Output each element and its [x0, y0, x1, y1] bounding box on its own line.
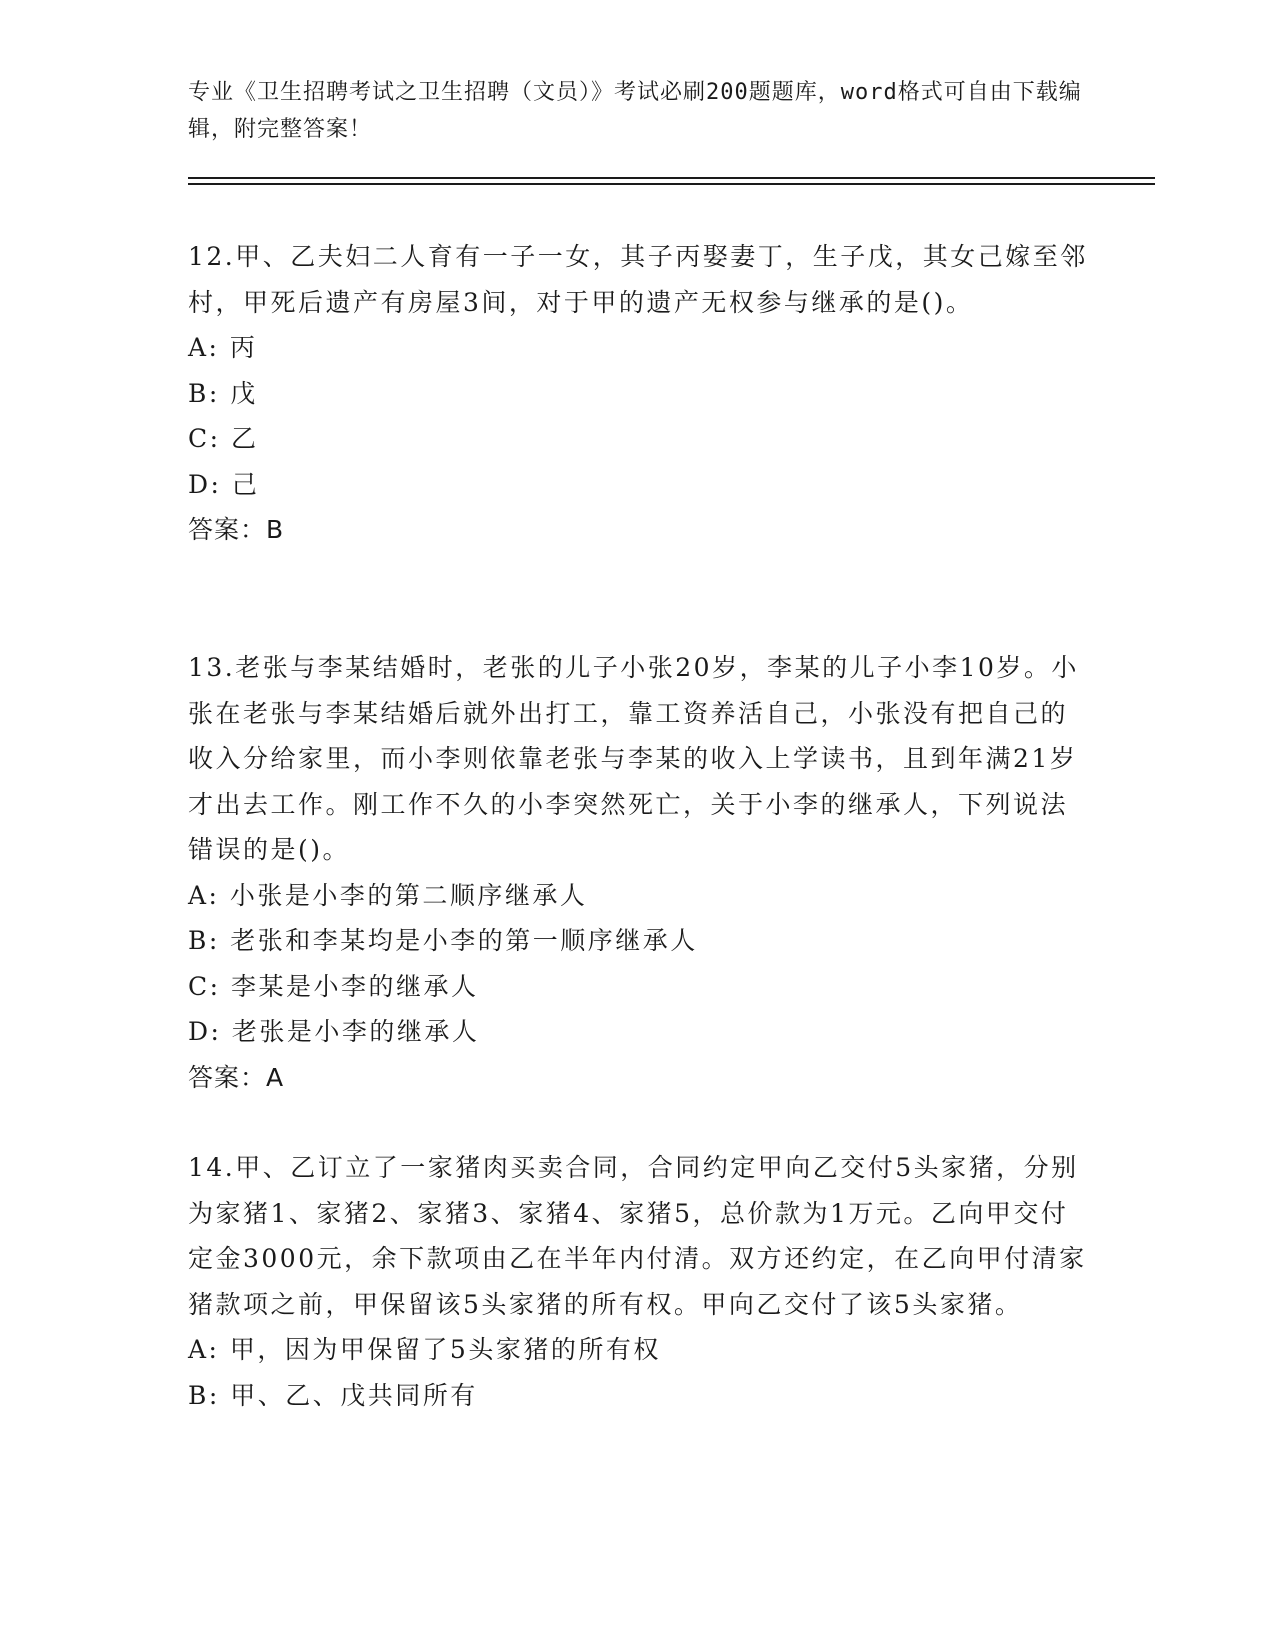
question-13 — [188, 645, 1088, 1100]
question-stem: 14.甲、乙订立了一家猪肉买卖合同，合同约定甲向乙交付5头家猪，分别为家猪1、家猪2、家猪3、家猪4、家猪5，总价款为1万元。乙向甲交付定金3000元，余下款项由乙在半年内付清。双方还约定，在乙向甲付清家猪款项之前，甲保留该5头家猪的所有权。甲向乙交付了该5头家猪。 — [188, 1153, 1087, 1319]
option-c: C: 李某是小李的继承人 — [188, 971, 479, 1001]
option-d: D: 己 — [188, 469, 260, 499]
option-b: B: 老张和李某均是小李的第一顺序继承人 — [188, 926, 698, 955]
answer: 答案：A — [188, 1062, 285, 1092]
option-d: D: 老张是小李的继承人 — [188, 1017, 480, 1046]
option-a: A: 丙 — [188, 333, 258, 362]
option-a: A: 小张是小李的第二顺序继承人 — [188, 880, 588, 910]
option-b: B: 甲、乙、戊共同所有 — [188, 1380, 478, 1410]
document-header: 专业《卫生招聘考试之卫生招聘（文员）》考试必刷200题题库，word格式可自由下载编辑，附完整答案！ — [188, 80, 1082, 142]
question-stem: 12.甲、乙夫妇二人育有一子一女，其子丙娶妻丁，生子戊，其女己嫁至邻村，甲死后遗产有房屋3间，对于甲的遗产无权参与继承的是()。 — [188, 242, 1088, 317]
question-12 — [188, 234, 1088, 553]
question-stem: 13.老张与李某结婚时，老张的儿子小张20岁，李某的儿子小李10岁。小张在老张与李某结婚后就外出打工，靠工资养活自己，小张没有把自己的收入分给家里，而小李则依靠老张与李某的收入上学读书，且到年满21岁才出去工作。刚工作不久的小李突然死亡，关于小李的继承人，下列说法错误的是()。 — [188, 653, 1079, 864]
question-14 — [188, 1145, 1088, 1418]
header-divider-top — [188, 177, 1155, 179]
answer: 答案：B — [188, 515, 285, 544]
option-b: B: 戊 — [188, 378, 258, 408]
option-c: C: 乙 — [188, 424, 259, 453]
header-divider-bottom — [188, 183, 1155, 185]
option-a: A: 甲，因为甲保留了5头家猪的所有权 — [188, 1335, 661, 1364]
